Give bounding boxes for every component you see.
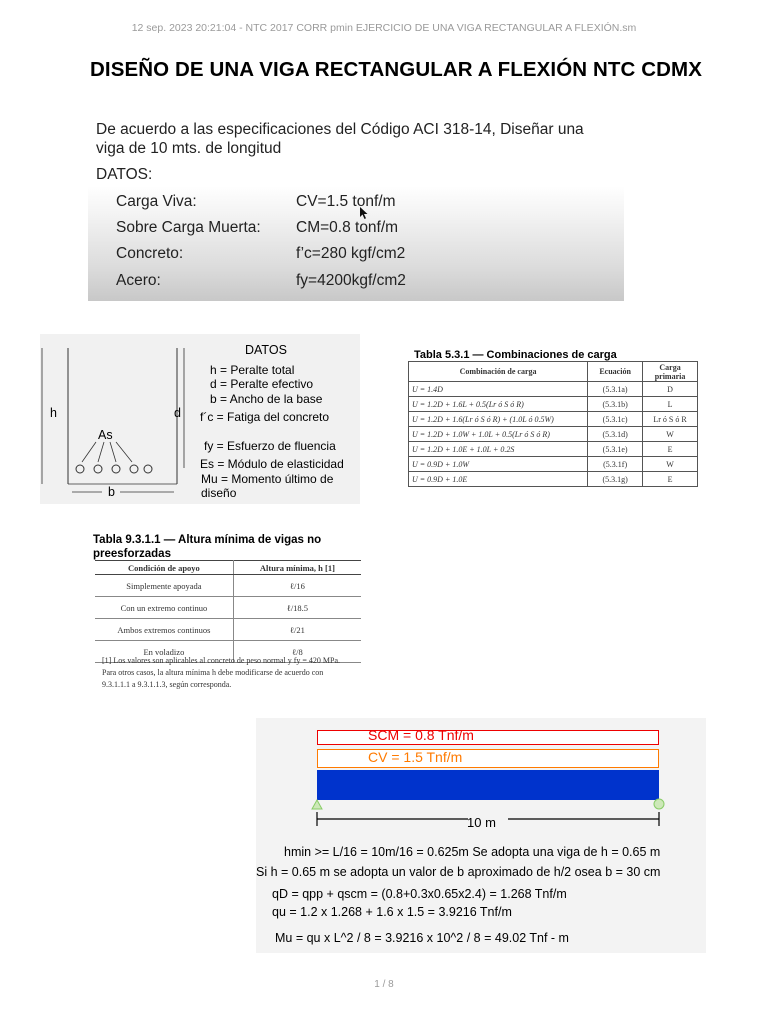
table-cell: (5.3.1g) — [588, 472, 643, 487]
data-label: Sobre Carga Muerta: — [116, 219, 261, 236]
beam-section-figure — [40, 334, 360, 504]
table-cell: U = 1.2D + 1.0W + 1.0L + 0.5(Lr ó S ó R) — [409, 427, 588, 442]
intro-line-2: viga de 10 mts. de longitud — [96, 140, 282, 157]
footnote-line: [1] Los valores son aplicables al concreto de peso normal y fy = 420 MPa. — [102, 656, 341, 665]
def-fy: fy = Esfuerzo de fluencia — [204, 439, 336, 453]
table-cell: (5.3.1a) — [588, 382, 643, 397]
roller-support-icon — [654, 799, 664, 809]
table-cell: ℓ/21 — [233, 619, 361, 641]
table-cell: Ambos extremos continuos — [95, 619, 233, 641]
table-cell: D — [643, 382, 698, 397]
combo-table-title: Tabla 5.3.1 — Combinaciones de carga — [414, 349, 617, 361]
table-row — [409, 457, 698, 472]
data-value: f’c=280 kgf/cm2 — [296, 245, 406, 262]
table-cell: L — [643, 397, 698, 412]
cursor-icon — [359, 206, 369, 220]
table-row — [95, 597, 361, 619]
table-row — [95, 619, 361, 641]
table-cell: Simplemente apoyada — [95, 575, 233, 597]
table-row — [409, 382, 698, 397]
table-cell: En voladizo — [95, 641, 233, 663]
data-value: fy=4200kgf/cm2 — [296, 272, 406, 289]
b-label: b — [108, 485, 115, 499]
calc-line: hmin >= L/16 = 10m/16 = 0.625m Se adopta una viga de h = 0.65 m — [284, 845, 661, 859]
table-cell: U = 1.4D — [409, 382, 588, 397]
table-row — [409, 472, 698, 487]
min-height-footnote — [102, 655, 382, 691]
table-cell: W — [643, 427, 698, 442]
intro-line-1: De acuerdo a las especificaciones del Código ACI 318-14, Diseñar una — [96, 121, 584, 138]
data-value: CM=0.8 tonf/m — [296, 219, 399, 236]
column-header: Ecuación — [588, 362, 643, 382]
min-height-table — [95, 560, 361, 663]
table-cell: W — [643, 457, 698, 472]
table-header-row — [409, 362, 698, 382]
def-es: Es = Módulo de elasticidad — [200, 457, 344, 471]
table-cell: U = 0.9D + 1.0E — [409, 472, 588, 487]
table-cell: ℓ/8 — [233, 641, 361, 663]
def-mu: Mu = Momento último de — [201, 472, 334, 486]
intro-text — [96, 120, 636, 158]
page-header: 12 sep. 2023 20:21:04 - NTC 2017 CORR pmin EJERCICIO DE UNA VIGA RECTANGULAR A FLEXIÓN.sm — [131, 22, 637, 34]
beam-load-figure — [256, 718, 706, 953]
calc-line: qu = 1.2 x 1.268 + 1.6 x 1.5 = 3.9216 Tnf/m — [272, 905, 512, 919]
table-header-row — [95, 561, 361, 575]
table-cell: U = 1.2D + 1.6L + 0.5(Lr ó S ó R) — [409, 397, 588, 412]
load-combination-table — [408, 361, 698, 487]
span-label: 10 m — [467, 815, 496, 830]
table-cell: (5.3.1b) — [588, 397, 643, 412]
calc-line: Mu = qu x L^2 / 8 = 3.9216 x 10^2 / 8 = 49.02 Tnf - m — [275, 931, 569, 945]
datos-label: DATOS: — [96, 166, 153, 183]
page-number: 1 / 8 — [374, 979, 394, 990]
table-cell: (5.3.1d) — [588, 427, 643, 442]
table-cell: U = 0.9D + 1.0W — [409, 457, 588, 472]
d-label: d — [174, 406, 181, 420]
table-cell: (5.3.1c) — [588, 412, 643, 427]
pin-support-icon — [312, 800, 322, 809]
table-cell: U = 1.2D + 1.6(Lr ó S ó R) + (1.0L ó 0.5W) — [409, 412, 588, 427]
table-row — [409, 412, 698, 427]
table-row — [409, 442, 698, 457]
def-b: b = Ancho de la base — [210, 392, 323, 406]
data-label: Carga Viva: — [116, 193, 197, 210]
table-row — [95, 575, 361, 597]
page-title: DISEÑO DE UNA VIGA RECTANGULAR A FLEXIÓN NTC CDMX — [90, 58, 702, 81]
table-cell: (5.3.1e) — [588, 442, 643, 457]
table-cell: ℓ/16 — [233, 575, 361, 597]
column-header: Altura mínima, h [1] — [233, 561, 361, 575]
calc-line: qD = qpp + qscm = (0.8+0.3x0.65x2.4) = 1.268 Tnf/m — [272, 887, 567, 901]
table-cell: E — [643, 472, 698, 487]
table-cell: Lr ó S ó R — [643, 412, 698, 427]
column-header: Combinación de carga — [409, 362, 588, 382]
footnote-line: Para otros casos, la altura mínima h debe modificarse de acuerdo con — [102, 668, 324, 677]
table-cell: Con un extremo continuo — [95, 597, 233, 619]
data-label: Concreto: — [116, 245, 184, 262]
column-header: Condición de apoyo — [95, 561, 233, 575]
beam-body — [317, 770, 659, 800]
table-cell: (5.3.1f) — [588, 457, 643, 472]
def-fc: f´c = Fatiga del concreto — [200, 410, 330, 424]
table-cell: ℓ/18.5 — [233, 597, 361, 619]
def-mu-2: diseño — [201, 486, 237, 500]
scm-load-label: SCM = 0.8 Tnf/m — [368, 727, 474, 743]
as-label: As — [98, 428, 113, 442]
cv-load-label: CV = 1.5 Tnf/m — [368, 749, 463, 765]
column-header: Carga primaria — [643, 362, 698, 382]
table-cell: U = 1.2D + 1.0E + 1.0L + 0.2S — [409, 442, 588, 457]
calc-line: Si h = 0.65 m se adopta un valor de b aproximado de h/2 osea b = 30 cm — [256, 865, 661, 879]
def-h: h = Peralte total — [210, 363, 295, 377]
h-label: h — [50, 406, 57, 420]
data-box — [88, 186, 624, 301]
datos-title: DATOS — [245, 343, 287, 357]
table-row — [409, 397, 698, 412]
data-value: CV=1.5 tonf/m — [296, 193, 396, 210]
footnote-line: 9.3.1.1.1 a 9.3.1.1.3, según corresponda. — [102, 680, 232, 689]
table-row — [409, 427, 698, 442]
def-d: d = Peralte efectivo — [210, 377, 314, 391]
min-height-table-title: Tabla 9.3.1.1 — Altura mínima de vigas no preesforzadas — [93, 534, 322, 560]
data-label: Acero: — [116, 272, 161, 289]
table-cell: E — [643, 442, 698, 457]
